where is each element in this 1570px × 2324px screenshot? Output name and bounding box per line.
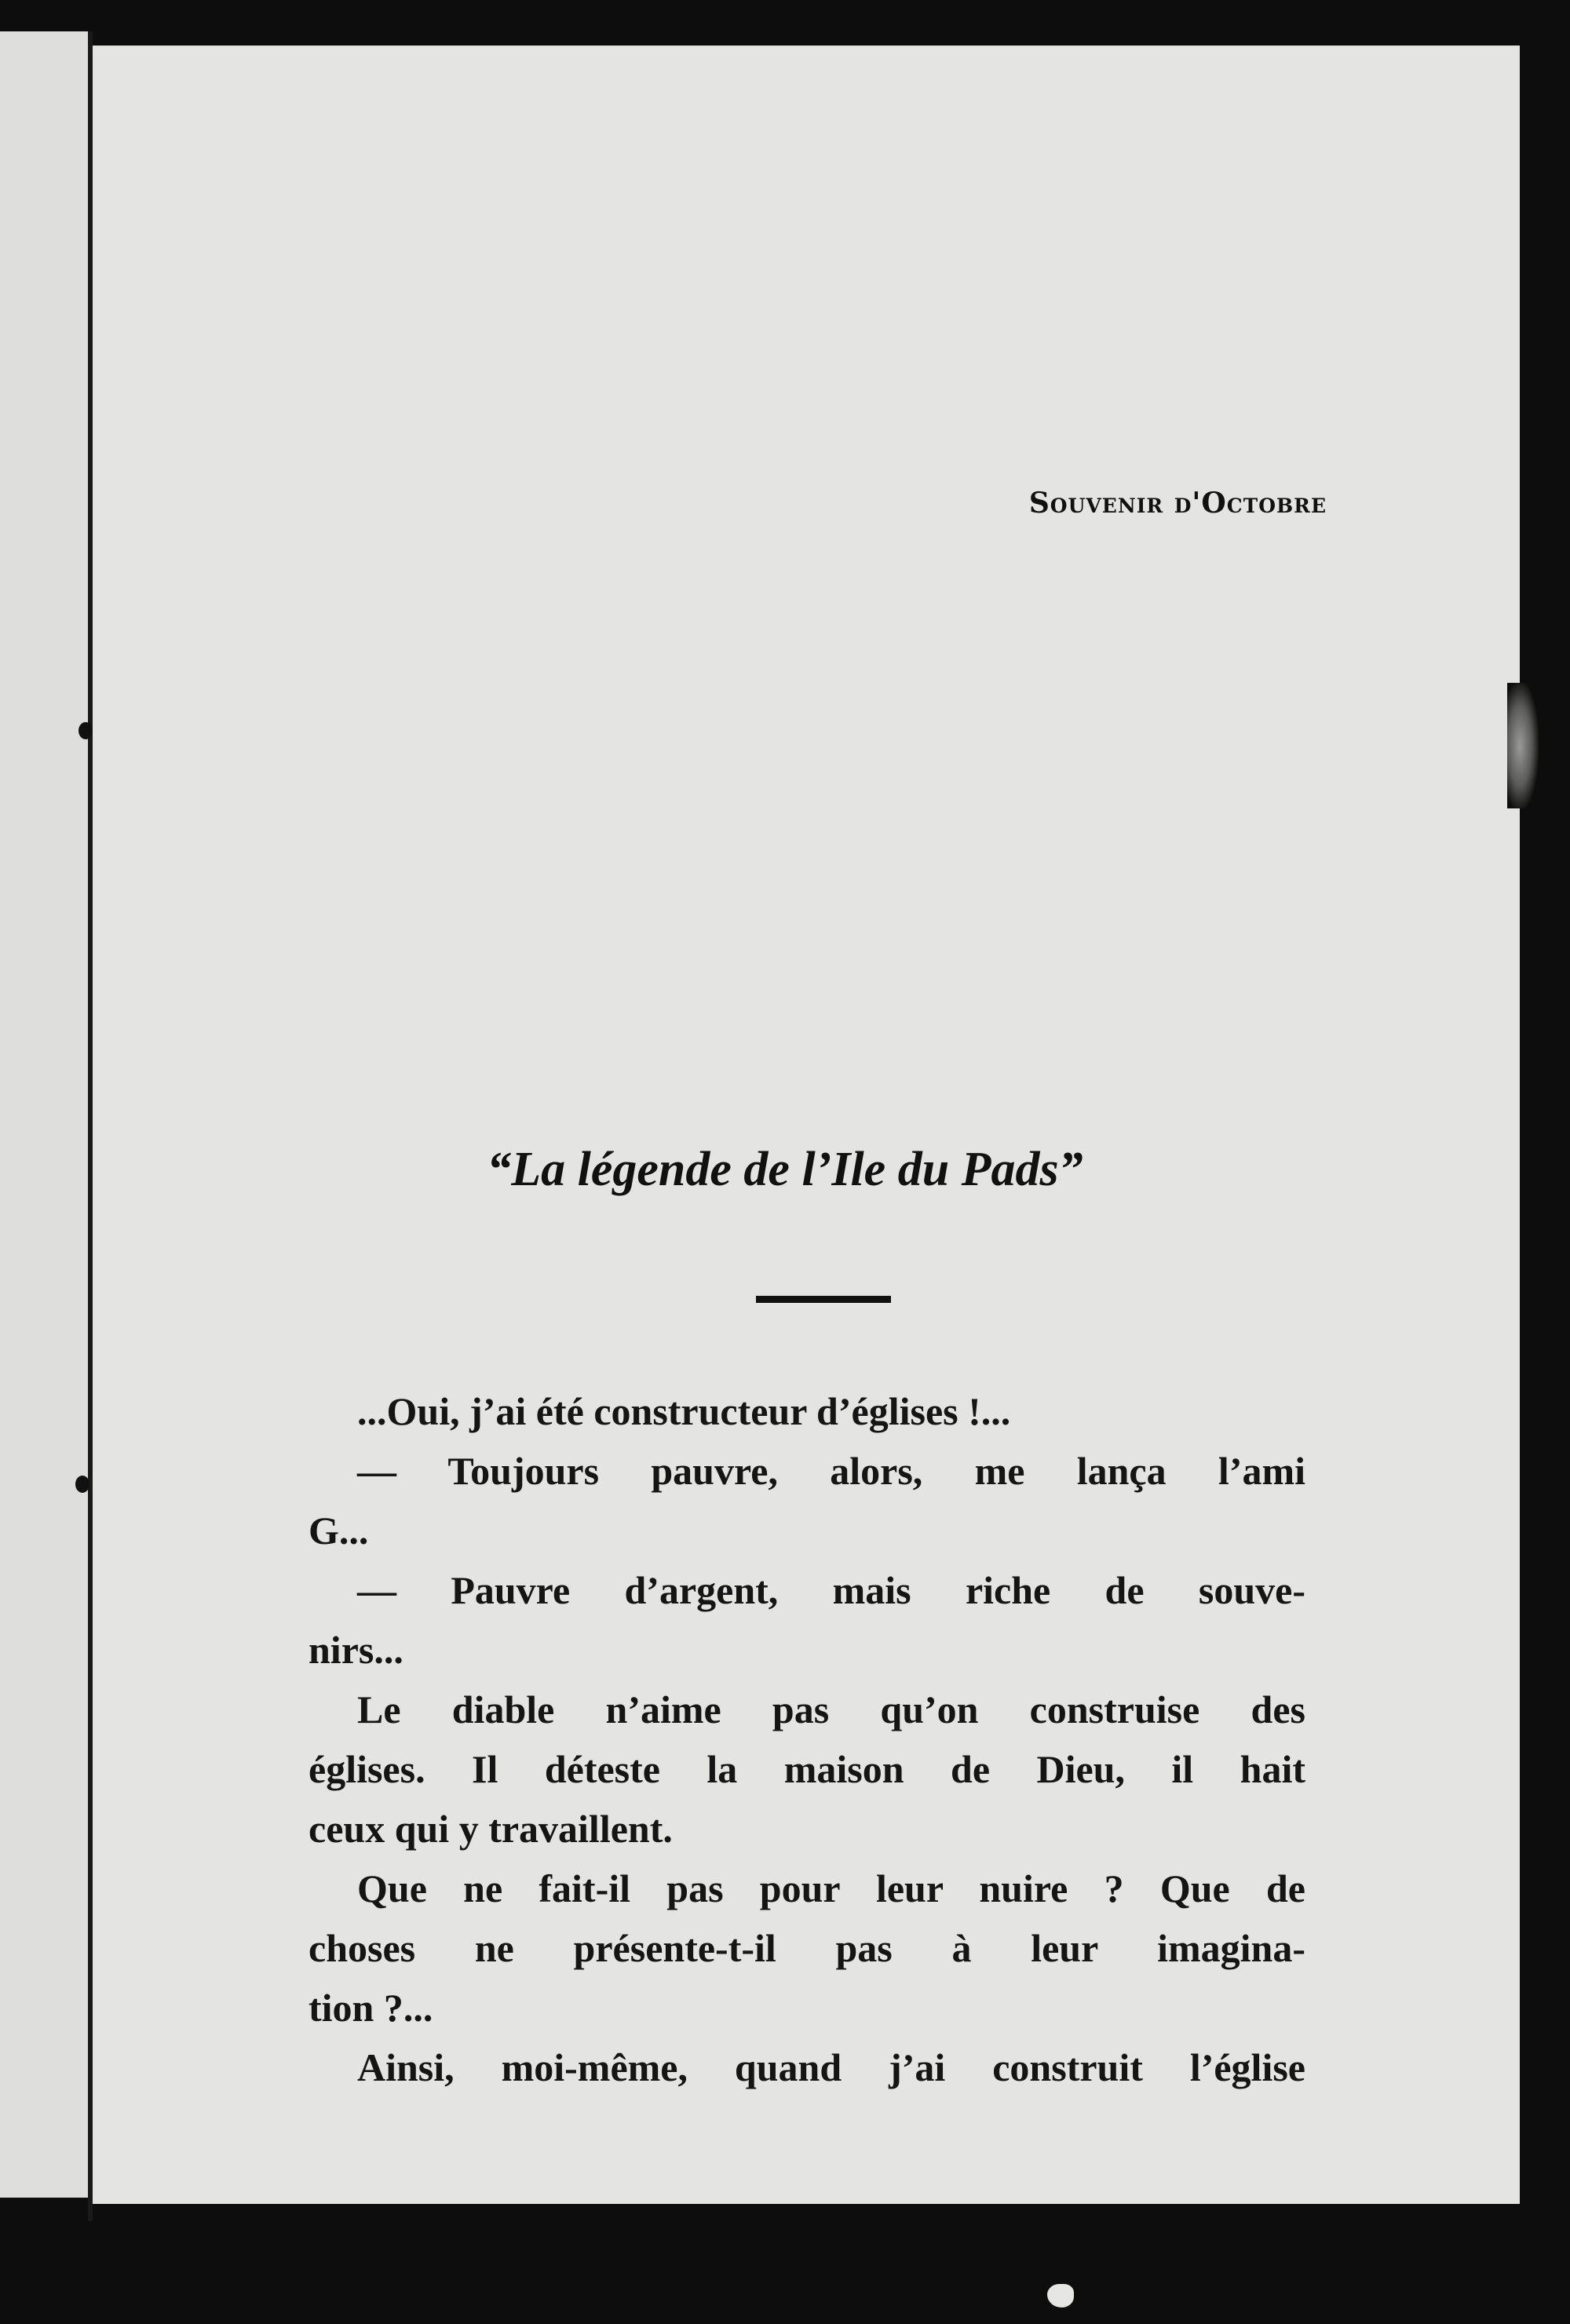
- binding-hole: [75, 1476, 89, 1493]
- previous-page-edge: [0, 31, 88, 2198]
- text-line: églises. Il déteste la maison de Dieu, il hait: [309, 1747, 1305, 1791]
- text-line: ...Oui, j’ai été constructeur d’églises !...: [357, 1389, 1011, 1433]
- text-line: tion ?...: [309, 1986, 433, 2030]
- text-line: — Toujours pauvre, alors, me lança l’ami: [357, 1449, 1305, 1493]
- running-header: Souvenir d'Octobre: [1028, 487, 1327, 520]
- text-line: ceux qui y travaillent.: [309, 1807, 673, 1851]
- text-line: Que ne fait-il pas pour leur nuire ? Que de: [357, 1866, 1305, 1910]
- scan-artifact: [1047, 2284, 1074, 2308]
- body-text: [309, 1381, 1305, 2097]
- text-line: choses ne présente-t-il pas à leur imagina-: [309, 1926, 1305, 1970]
- scan-edge-artifact: [1507, 683, 1539, 808]
- text-line: Le diable n’aime pas qu’on construise des: [357, 1687, 1305, 1731]
- text-line: — Pauvre d’argent, mais riche de souve-: [357, 1568, 1305, 1612]
- chapter-title: “La légende de l’Ile du Pads”: [487, 1143, 1083, 1196]
- title-rule: [756, 1296, 891, 1303]
- text-line: nirs...: [309, 1628, 403, 1672]
- text-line: G...: [309, 1509, 369, 1552]
- binding-hole: [78, 722, 93, 739]
- text-line: Ainsi, moi-même, quand j’ai construit l’église: [357, 2045, 1305, 2089]
